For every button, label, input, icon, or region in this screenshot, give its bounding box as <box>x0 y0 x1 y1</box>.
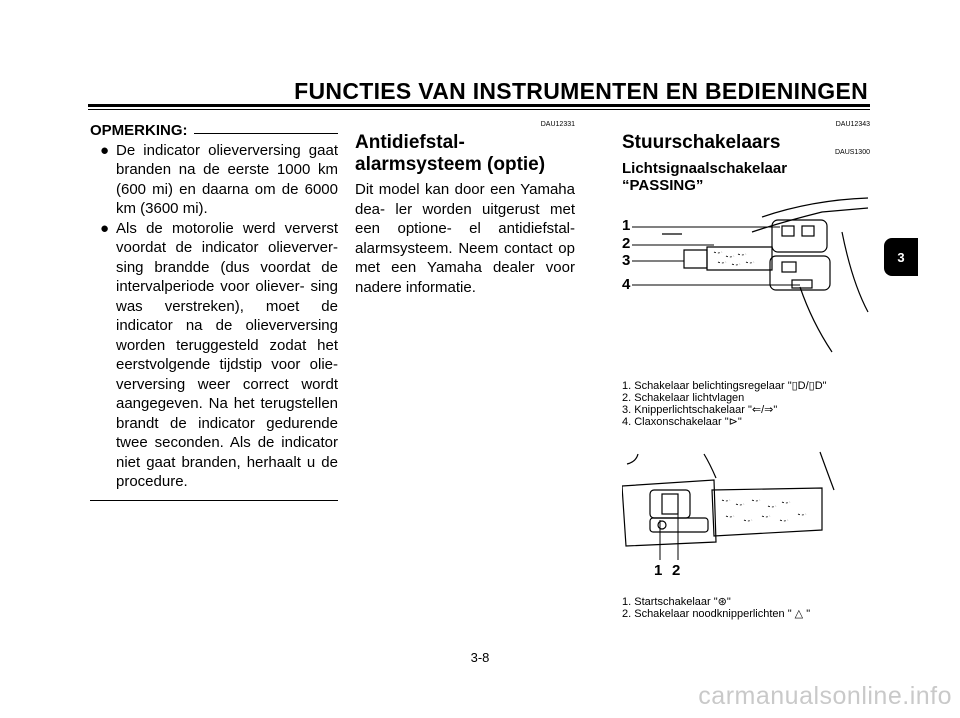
bullet-icon: ● <box>100 219 110 237</box>
note-item-text: Als de motorolie werd ververst voordat de indicator olieverver- sing brandde (dus voordat de intervalperiode voor oliever- sing was verstreken), moet de indicator na de olieverversing worden teruggesteld zodat het eerstvolgende tijdstip voor olie- verversing weer correct wordt aangegeven. Na het terugstellen brandt de indicator gedurende twee seconden. Als de indicator niet gaat branden, herhaalt u de procedure. <box>116 219 338 490</box>
callout-number: 1 <box>622 217 631 234</box>
caption-line: 4. Claxonschakelaar "⊳" <box>622 416 742 428</box>
section-code: DAU12343 <box>835 121 870 128</box>
caption-line: 3. Knipperlichtschakelaar "⇐/⇒" <box>622 404 778 416</box>
chapter-tab: 3 <box>884 238 918 276</box>
note-item-text: De indicator olieverversing gaat branden na de eerste 1000 km (600 mi) en daarna om de 6000 km (3600 mi). <box>116 141 338 217</box>
header-rule-thin <box>88 109 870 110</box>
note-item <box>90 219 338 492</box>
section-heading: Stuurschakelaars <box>622 132 781 153</box>
right-handlebar-figure <box>622 450 870 582</box>
note-heading-row <box>90 121 338 141</box>
callout-number: 1 <box>654 562 663 579</box>
subsection-code: DAUS1300 <box>834 149 870 156</box>
subsection-heading: Lichtsignaalschakelaar “PASSING” <box>622 160 788 194</box>
caption-line: 2. Schakelaar lichtvlagen <box>622 392 745 404</box>
section-code: DAU12331 <box>540 121 575 128</box>
bullet-icon: ● <box>100 141 110 159</box>
anti-theft-section <box>355 121 575 297</box>
caption-line: 1. Schakelaar belichtingsregelaar "▯D/▯D" <box>622 380 827 392</box>
note-heading: OPMERKING: <box>90 122 188 139</box>
section-text: Dit model kan door een Yamaha dea- ler worden uitgerust met een optione- el antidiefstal-alarmsysteem. Neem contact op met een Yamaha dealer voor nadere informatie. <box>355 181 575 296</box>
section-heading: Antidiefstal-alarmsysteem (optie) <box>355 132 546 175</box>
note-heading-rule <box>194 133 339 134</box>
left-handlebar-drawing <box>622 192 870 357</box>
caption-line: 2. Schakelaar noodknipperlichten " △ " <box>622 608 811 620</box>
watermark: carmanualsonline.info <box>698 682 952 710</box>
handlebar-switches-section <box>622 121 870 194</box>
figure2-caption <box>622 596 810 620</box>
figure1-caption <box>622 380 827 428</box>
header-rule <box>88 104 870 107</box>
caption-line: 1. Startschakelaar "⊛" <box>622 596 731 608</box>
callout-number: 2 <box>672 562 681 579</box>
note-item <box>90 141 338 219</box>
note-box <box>90 121 338 501</box>
callout-number: 3 <box>622 252 631 269</box>
callout-number: 4 <box>622 276 631 293</box>
page-number: 3-8 <box>470 650 490 665</box>
callout-number: 2 <box>622 235 631 252</box>
left-handlebar-figure <box>622 192 870 357</box>
note-end-rule <box>90 500 338 501</box>
page-header-title: FUNCTIES VAN INSTRUMENTEN EN BEDIENINGEN <box>294 78 868 104</box>
